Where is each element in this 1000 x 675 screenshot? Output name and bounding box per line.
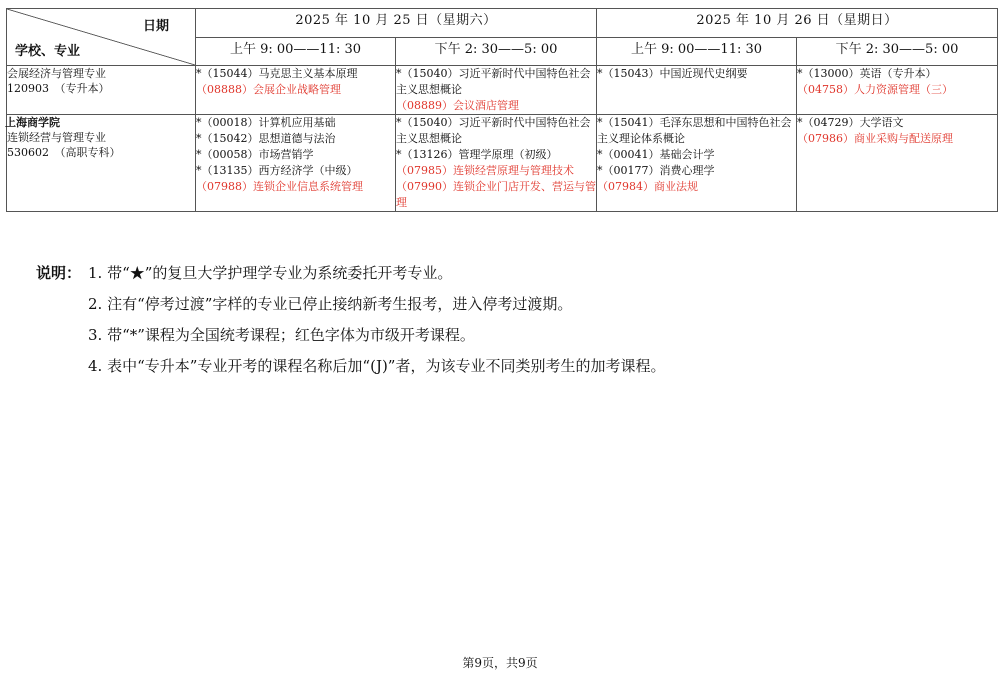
national-course: *（00058）市场营销学 xyxy=(196,148,314,161)
note-item: 3. 带“*”课程为全国统考课程；红色字体为市级开考课程。 xyxy=(88,326,475,344)
schedule-cell xyxy=(797,115,998,212)
national-course: *（15044）马克思主义基本原理 xyxy=(196,67,358,80)
municipal-course: （04758）人力资源管理（三） xyxy=(797,83,953,96)
day-header-oct25: 2025 年 10 月 25 日（星期六） xyxy=(196,9,597,38)
municipal-course: （07986）商业采购与配送原理 xyxy=(797,132,953,145)
national-course: *（15041）毛泽东思想和中国特色社会主义理论体系概论 xyxy=(597,116,792,145)
schedule-cell xyxy=(597,66,797,115)
school-name: 上海商学院 xyxy=(5,116,60,129)
slot-header-sun-afternoon: 下午 2: 30——5: 00 xyxy=(797,37,998,66)
note-item: 2. 注有“停考过渡”字样的专业已停止接纳新考生报考，进入停考过渡期。 xyxy=(88,295,573,313)
national-course: *（04729）大学语文 xyxy=(797,116,904,129)
national-course: *（15043）中国近现代史纲要 xyxy=(597,67,748,80)
schedule-cell xyxy=(396,115,597,212)
schedule-cell xyxy=(797,66,998,115)
municipal-course: （07985）连锁经营原理与管理技术 xyxy=(396,164,574,177)
day-header-oct26: 2025 年 10 月 26 日（星期日） xyxy=(597,9,998,38)
notes-section xyxy=(36,258,665,382)
schedule-cell xyxy=(196,115,396,212)
page-footer: 第9页，共9页 xyxy=(462,656,538,670)
major-name: 连锁经营与管理专业 xyxy=(7,131,106,144)
table-row xyxy=(7,66,998,115)
municipal-course: （07988）连锁企业信息系统管理 xyxy=(196,180,363,193)
municipal-course: （08888）会展企业战略管理 xyxy=(196,83,341,96)
major-code: 530602 （高职专科） xyxy=(7,146,121,159)
major-name: 会展经济与管理专业 xyxy=(7,67,106,80)
schedule-cell xyxy=(396,66,597,115)
note-item: 1. 带“★”的复旦大学护理学专业为系统委托开考专业。 xyxy=(88,264,453,282)
national-course: *（15040）习近平新时代中国特色社会主义思想概论 xyxy=(396,67,591,96)
table-row xyxy=(7,115,998,212)
school-major-header-label: 学校、专业 xyxy=(15,44,81,59)
major-cell xyxy=(7,66,196,115)
national-course: *（13000）英语（专升本） xyxy=(797,67,937,80)
slot-header-sat-morning: 上午 9: 00——11: 30 xyxy=(196,37,396,66)
schedule-cell xyxy=(196,66,396,115)
national-course: *（00018）计算机应用基础 xyxy=(196,116,336,129)
slot-header-sun-morning: 上午 9: 00——11: 30 xyxy=(597,37,797,66)
schedule-cell xyxy=(597,115,797,212)
national-course: *（13126）管理学原理（初级） xyxy=(396,148,558,161)
national-course: *（15042）思想道德与法治 xyxy=(196,132,336,145)
major-code: 120903 （专升本） xyxy=(7,82,110,95)
municipal-course: （07990）连锁企业门店开发、营运与管理 xyxy=(396,180,596,209)
major-cell xyxy=(7,115,196,212)
municipal-course: （08889）会议酒店管理 xyxy=(396,99,519,112)
date-header-label: 日期 xyxy=(142,19,169,34)
national-course: *（15040）习近平新时代中国特色社会主义思想概论 xyxy=(396,116,591,145)
national-course: *（13135）西方经济学（中级） xyxy=(196,164,358,177)
municipal-course: （07984）商业法规 xyxy=(597,180,698,193)
slot-header-sat-afternoon: 下午 2: 30——5: 00 xyxy=(396,37,597,66)
national-course: *（00041）基础会计学 xyxy=(597,148,715,161)
corner-header-cell xyxy=(7,9,196,66)
note-item: 4. 表中“专升本”专业开考的课程名称后加“(J)”者，为该专业不同类别考生的加考课程。 xyxy=(88,357,666,375)
national-course: *（00177）消费心理学 xyxy=(597,164,715,177)
exam-schedule-table xyxy=(6,8,998,212)
notes-label: 说明： xyxy=(36,264,82,282)
